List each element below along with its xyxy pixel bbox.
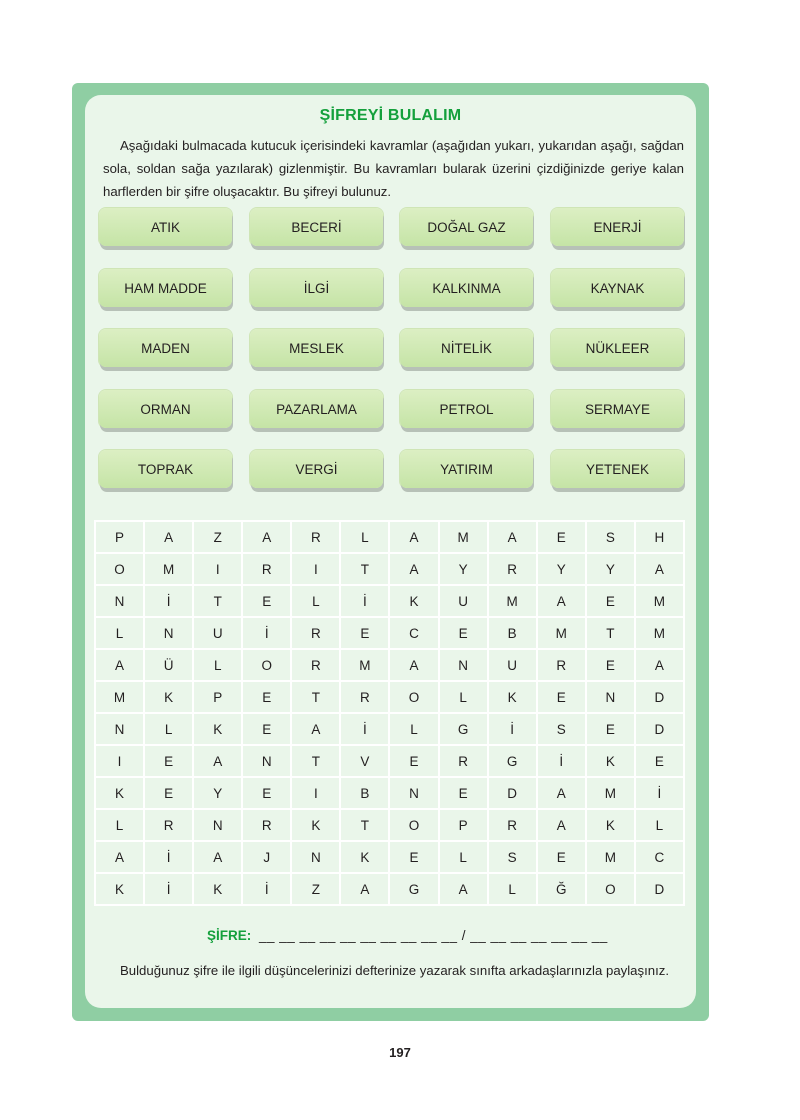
grid-cell[interactable]: A bbox=[537, 777, 586, 809]
grid-cell[interactable]: E bbox=[537, 841, 586, 873]
word-chip: MADEN bbox=[99, 329, 232, 367]
grid-cell[interactable]: A bbox=[389, 649, 438, 681]
word-chip: KAYNAK bbox=[551, 269, 684, 307]
grid-cell[interactable]: K bbox=[193, 713, 242, 745]
grid-cell[interactable]: E bbox=[242, 713, 291, 745]
word-chip: PETROL bbox=[400, 390, 533, 428]
grid-cell[interactable]: V bbox=[340, 745, 389, 777]
grid-cell[interactable]: H bbox=[635, 521, 684, 553]
grid-cell[interactable]: C bbox=[389, 617, 438, 649]
grid-cell[interactable]: K bbox=[389, 585, 438, 617]
grid-cell[interactable]: A bbox=[488, 521, 537, 553]
grid-cell[interactable]: L bbox=[389, 713, 438, 745]
instructions bbox=[103, 134, 684, 203]
closing-text: Bulduğunuz şifre ile ilgili düşüncelerinizi defterinize yazarak sınıfta arkadaşlarınızla paylaşınız. bbox=[120, 963, 670, 978]
grid-cell[interactable]: R bbox=[291, 521, 340, 553]
grid-cell[interactable]: M bbox=[95, 681, 144, 713]
grid-cell[interactable]: L bbox=[95, 809, 144, 841]
grid-cell[interactable]: E bbox=[537, 681, 586, 713]
grid-cell[interactable]: T bbox=[340, 809, 389, 841]
grid-cell[interactable]: A bbox=[193, 745, 242, 777]
grid-cell[interactable]: M bbox=[439, 521, 488, 553]
grid-cell[interactable]: İ bbox=[635, 777, 684, 809]
grid-cell[interactable]: I bbox=[193, 553, 242, 585]
grid-cell[interactable]: İ bbox=[144, 841, 193, 873]
grid-cell[interactable]: E bbox=[439, 777, 488, 809]
word-chip: SERMAYE bbox=[551, 390, 684, 428]
grid-cell[interactable]: E bbox=[242, 585, 291, 617]
grid-row bbox=[95, 649, 684, 681]
grid-cell[interactable]: Y bbox=[586, 553, 635, 585]
grid-cell[interactable]: K bbox=[586, 809, 635, 841]
grid-cell[interactable]: K bbox=[95, 777, 144, 809]
grid-cell[interactable]: P bbox=[193, 681, 242, 713]
grid-cell[interactable]: E bbox=[340, 617, 389, 649]
word-chip: NÜKLEER bbox=[551, 329, 684, 367]
grid-cell[interactable]: L bbox=[340, 521, 389, 553]
grid-cell[interactable]: M bbox=[144, 553, 193, 585]
word-chip: İLGİ bbox=[250, 269, 383, 307]
grid-cell[interactable]: A bbox=[95, 841, 144, 873]
grid-cell[interactable]: T bbox=[291, 681, 340, 713]
grid-cell[interactable]: N bbox=[95, 585, 144, 617]
instructions-text: Aşağıdaki bulmacada kutucuk içerisindeki kavramlar (aşağıdan yukarı, yukarıdan aşağı, sağdan sola, soldan sağa yazılarak) gizlenmiştir. Bu kavramları bularak üzerini çizdiğinizde geriye kalan harflerden bir şifre oluşacaktır. Bu şifreyi bulunuz. bbox=[103, 138, 684, 199]
grid-cell[interactable]: O bbox=[389, 809, 438, 841]
grid-row bbox=[95, 521, 684, 553]
grid-cell[interactable]: R bbox=[439, 745, 488, 777]
grid-cell[interactable]: E bbox=[586, 585, 635, 617]
grid-cell[interactable]: K bbox=[586, 745, 635, 777]
grid-row bbox=[95, 681, 684, 713]
grid-row bbox=[95, 841, 684, 873]
grid-cell[interactable]: A bbox=[389, 521, 438, 553]
grid-cell[interactable]: R bbox=[291, 649, 340, 681]
grid-cell[interactable]: M bbox=[635, 617, 684, 649]
grid-cell[interactable]: E bbox=[389, 745, 438, 777]
grid-cell[interactable]: K bbox=[144, 681, 193, 713]
grid-cell[interactable]: A bbox=[635, 553, 684, 585]
grid-cell[interactable]: N bbox=[439, 649, 488, 681]
word-chip: ORMAN bbox=[99, 390, 232, 428]
grid-cell[interactable]: İ bbox=[242, 873, 291, 905]
grid-cell[interactable]: A bbox=[439, 873, 488, 905]
grid-cell[interactable]: D bbox=[635, 713, 684, 745]
grid-cell[interactable]: E bbox=[389, 841, 438, 873]
activity-title: ŞİFREYİ BULALIM bbox=[319, 107, 462, 124]
grid-cell[interactable]: U bbox=[439, 585, 488, 617]
grid-cell[interactable]: B bbox=[488, 617, 537, 649]
grid-cell[interactable]: S bbox=[586, 521, 635, 553]
grid-cell[interactable]: P bbox=[439, 809, 488, 841]
grid-cell[interactable]: E bbox=[586, 713, 635, 745]
grid-cell[interactable]: A bbox=[144, 521, 193, 553]
grid-cell[interactable]: İ bbox=[340, 585, 389, 617]
grid-cell[interactable]: K bbox=[291, 809, 340, 841]
grid-cell[interactable]: L bbox=[488, 873, 537, 905]
grid-cell[interactable]: İ bbox=[340, 713, 389, 745]
grid-cell[interactable]: B bbox=[340, 777, 389, 809]
grid-cell[interactable]: N bbox=[291, 841, 340, 873]
word-chip: YETENEK bbox=[551, 450, 684, 488]
grid-cell[interactable]: K bbox=[488, 681, 537, 713]
grid-row bbox=[95, 809, 684, 841]
grid-cell[interactable]: K bbox=[340, 841, 389, 873]
grid-cell[interactable]: R bbox=[340, 681, 389, 713]
grid-cell[interactable]: L bbox=[144, 713, 193, 745]
word-chip: ATIK bbox=[99, 208, 232, 246]
grid-cell[interactable]: Z bbox=[193, 521, 242, 553]
grid-cell[interactable]: O bbox=[242, 649, 291, 681]
grid-row bbox=[95, 873, 684, 905]
grid-cell[interactable]: R bbox=[488, 809, 537, 841]
word-search-grid bbox=[94, 520, 685, 906]
grid-cell[interactable]: N bbox=[193, 809, 242, 841]
grid-cell[interactable]: Ü bbox=[144, 649, 193, 681]
grid-cell[interactable]: R bbox=[242, 809, 291, 841]
password-blanks[interactable]: __ __ __ __ __ __ __ __ __ __ / __ __ __ __ __ __ __ bbox=[259, 928, 608, 943]
grid-cell[interactable]: D bbox=[488, 777, 537, 809]
grid-cell[interactable]: I bbox=[95, 745, 144, 777]
grid-cell[interactable]: U bbox=[488, 649, 537, 681]
grid-cell[interactable]: İ bbox=[144, 873, 193, 905]
grid-cell[interactable]: E bbox=[144, 777, 193, 809]
grid-cell[interactable]: D bbox=[635, 873, 684, 905]
grid-cell[interactable]: P bbox=[95, 521, 144, 553]
grid-cell[interactable]: E bbox=[586, 649, 635, 681]
grid-cell[interactable]: E bbox=[242, 681, 291, 713]
grid-cell[interactable]: U bbox=[193, 617, 242, 649]
grid-row bbox=[95, 585, 684, 617]
grid-cell[interactable]: M bbox=[635, 585, 684, 617]
grid-cell[interactable]: L bbox=[193, 649, 242, 681]
grid-cell[interactable]: R bbox=[488, 553, 537, 585]
password-line bbox=[207, 928, 608, 943]
grid-cell[interactable]: A bbox=[635, 649, 684, 681]
grid-cell[interactable]: R bbox=[291, 617, 340, 649]
grid-cell[interactable]: N bbox=[144, 617, 193, 649]
grid-cell[interactable]: N bbox=[242, 745, 291, 777]
grid-cell[interactable]: A bbox=[193, 841, 242, 873]
grid-row bbox=[95, 777, 684, 809]
page-number: 197 bbox=[389, 1045, 411, 1060]
grid-cell[interactable]: A bbox=[537, 809, 586, 841]
grid-cell[interactable]: C bbox=[635, 841, 684, 873]
grid-cell[interactable]: M bbox=[537, 617, 586, 649]
grid-cell[interactable]: M bbox=[340, 649, 389, 681]
grid-cell[interactable]: L bbox=[95, 617, 144, 649]
grid-cell[interactable]: L bbox=[439, 681, 488, 713]
grid-cell[interactable]: R bbox=[144, 809, 193, 841]
grid-cell[interactable]: E bbox=[144, 745, 193, 777]
grid-cell[interactable]: G bbox=[488, 745, 537, 777]
word-chip: MESLEK bbox=[250, 329, 383, 367]
grid-cell[interactable]: O bbox=[95, 553, 144, 585]
grid-cell[interactable]: M bbox=[488, 585, 537, 617]
grid-cell[interactable]: E bbox=[537, 521, 586, 553]
grid-cell[interactable]: A bbox=[340, 873, 389, 905]
word-chip: NİTELİK bbox=[400, 329, 533, 367]
grid-cell[interactable]: K bbox=[193, 873, 242, 905]
word-chip: VERGİ bbox=[250, 450, 383, 488]
grid-cell[interactable]: T bbox=[291, 745, 340, 777]
grid-cell[interactable]: A bbox=[389, 553, 438, 585]
word-chip: YATIRIM bbox=[400, 450, 533, 488]
grid-cell[interactable]: İ bbox=[242, 617, 291, 649]
grid-cell[interactable]: K bbox=[95, 873, 144, 905]
grid-row bbox=[95, 553, 684, 585]
grid-cell[interactable]: İ bbox=[144, 585, 193, 617]
grid-row bbox=[95, 745, 684, 777]
grid-cell[interactable]: R bbox=[537, 649, 586, 681]
grid-cell[interactable]: N bbox=[95, 713, 144, 745]
grid-cell[interactable]: T bbox=[586, 617, 635, 649]
grid-cell[interactable]: E bbox=[439, 617, 488, 649]
grid-cell[interactable]: D bbox=[635, 681, 684, 713]
grid-cell[interactable]: Ğ bbox=[537, 873, 586, 905]
grid-cell[interactable]: M bbox=[586, 841, 635, 873]
closing-instructions bbox=[103, 959, 684, 982]
grid-cell[interactable]: N bbox=[586, 681, 635, 713]
grid-cell[interactable]: O bbox=[586, 873, 635, 905]
grid-cell[interactable]: İ bbox=[537, 745, 586, 777]
word-chip: TOPRAK bbox=[99, 450, 232, 488]
grid-cell[interactable]: T bbox=[340, 553, 389, 585]
grid-cell[interactable]: G bbox=[389, 873, 438, 905]
grid-row bbox=[95, 617, 684, 649]
grid-cell[interactable]: L bbox=[439, 841, 488, 873]
grid-cell[interactable]: S bbox=[488, 841, 537, 873]
word-chip: HAM MADDE bbox=[99, 269, 232, 307]
grid-cell[interactable]: E bbox=[242, 777, 291, 809]
word-chip: KALKINMA bbox=[400, 269, 533, 307]
word-chip: ENERJİ bbox=[551, 208, 684, 246]
word-chip: DOĞAL GAZ bbox=[400, 208, 533, 246]
grid-cell[interactable]: O bbox=[389, 681, 438, 713]
grid-cell[interactable]: A bbox=[95, 649, 144, 681]
grid-cell[interactable]: I bbox=[291, 553, 340, 585]
grid-cell[interactable]: R bbox=[242, 553, 291, 585]
grid-cell[interactable]: T bbox=[193, 585, 242, 617]
grid-cell[interactable]: Y bbox=[439, 553, 488, 585]
grid-cell[interactable]: M bbox=[586, 777, 635, 809]
grid-cell[interactable]: A bbox=[537, 585, 586, 617]
word-chip: BECERİ bbox=[250, 208, 383, 246]
grid-cell[interactable]: J bbox=[242, 841, 291, 873]
password-label: ŞİFRE: bbox=[207, 928, 252, 943]
grid-cell[interactable]: G bbox=[439, 713, 488, 745]
grid-cell[interactable]: E bbox=[635, 745, 684, 777]
grid-cell[interactable]: A bbox=[291, 713, 340, 745]
grid-cell[interactable]: A bbox=[242, 521, 291, 553]
grid-cell[interactable]: Z bbox=[291, 873, 340, 905]
grid-cell[interactable]: N bbox=[389, 777, 438, 809]
grid-cell[interactable]: L bbox=[635, 809, 684, 841]
word-chip: PAZARLAMA bbox=[250, 390, 383, 428]
grid-cell[interactable]: İ bbox=[488, 713, 537, 745]
grid-cell[interactable]: S bbox=[537, 713, 586, 745]
grid-cell[interactable]: I bbox=[291, 777, 340, 809]
grid-row bbox=[95, 713, 684, 745]
grid-cell[interactable]: Y bbox=[193, 777, 242, 809]
grid-cell[interactable]: L bbox=[291, 585, 340, 617]
grid-cell[interactable]: Y bbox=[537, 553, 586, 585]
